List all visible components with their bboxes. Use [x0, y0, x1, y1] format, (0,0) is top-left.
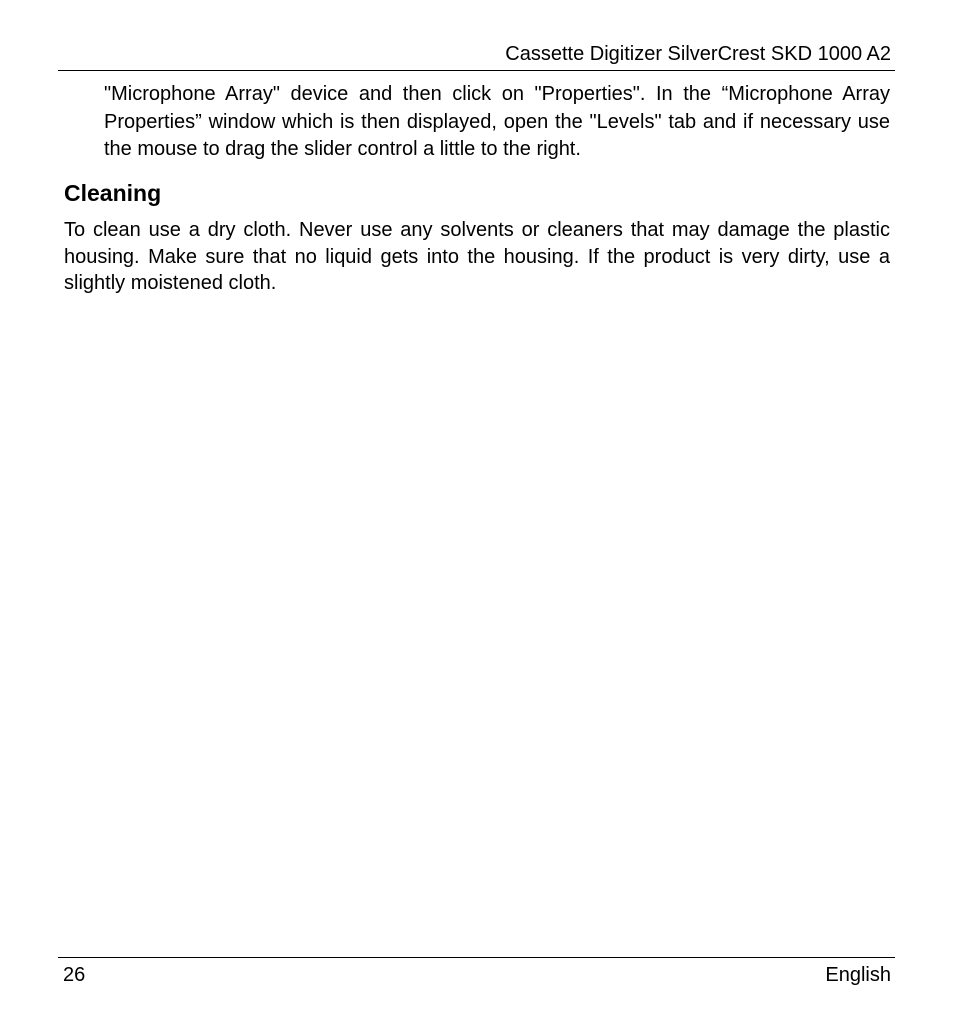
footer-divider — [58, 957, 895, 958]
section-heading-cleaning: Cleaning — [64, 180, 162, 206]
footer-language: English — [825, 964, 891, 986]
cleaning-paragraph: To clean use a dry cloth. Never use any solvents or cleaners that may damage the plastic housing. Make sure that no liquid gets into the housing. If the product is very dirty, use a slightly moistened cloth. — [64, 219, 890, 294]
intro-paragraph: "Microphone Array" device and then click on "Properties". In the “Microphone Array Properties” window which is then displayed, open the "Levels" tab and if necessary use the mouse to drag the slider control a little to the right. — [104, 83, 890, 160]
header-divider — [58, 70, 895, 71]
running-header: Cassette Digitizer SilverCrest SKD 1000 A2 — [505, 43, 891, 65]
page-number: 26 — [63, 964, 86, 986]
